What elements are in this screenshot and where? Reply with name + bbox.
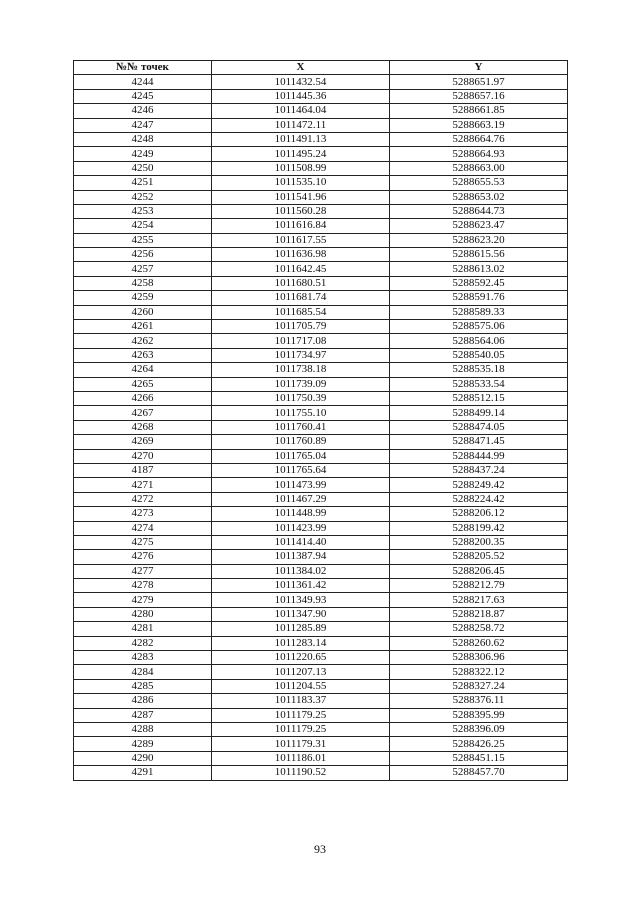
cell-x: 1011473.99 xyxy=(212,478,390,492)
cell-point-number: 4250 xyxy=(74,161,212,175)
cell-x: 1011349.93 xyxy=(212,593,390,607)
cell-y: 5288651.97 xyxy=(390,75,568,89)
cell-x: 1011734.97 xyxy=(212,348,390,362)
table-row xyxy=(74,233,568,247)
cell-x: 1011642.45 xyxy=(212,262,390,276)
table-row xyxy=(74,420,568,434)
table-row xyxy=(74,305,568,319)
table-row xyxy=(74,190,568,204)
cell-x: 1011755.10 xyxy=(212,406,390,420)
table-row xyxy=(74,722,568,736)
table-row xyxy=(74,550,568,564)
cell-x: 1011423.99 xyxy=(212,521,390,535)
cell-x: 1011765.64 xyxy=(212,463,390,477)
cell-y: 5288212.79 xyxy=(390,579,568,593)
cell-x: 1011765.04 xyxy=(212,449,390,463)
cell-point-number: 4261 xyxy=(74,320,212,334)
cell-x: 1011347.90 xyxy=(212,607,390,621)
cell-y: 5288451.15 xyxy=(390,751,568,765)
cell-x: 1011705.79 xyxy=(212,320,390,334)
table-row xyxy=(74,449,568,463)
cell-x: 1011361.42 xyxy=(212,579,390,593)
page-number: 93 xyxy=(314,842,326,856)
cell-y: 5288592.45 xyxy=(390,276,568,290)
cell-point-number: 4271 xyxy=(74,478,212,492)
cell-x: 1011179.25 xyxy=(212,722,390,736)
table-row xyxy=(74,478,568,492)
cell-point-number: 4278 xyxy=(74,579,212,593)
cell-point-number: 4284 xyxy=(74,665,212,679)
cell-x: 1011183.37 xyxy=(212,694,390,708)
table-row xyxy=(74,248,568,262)
cell-x: 1011685.54 xyxy=(212,305,390,319)
cell-x: 1011681.74 xyxy=(212,291,390,305)
cell-point-number: 4259 xyxy=(74,291,212,305)
cell-point-number: 4263 xyxy=(74,348,212,362)
cell-x: 1011739.09 xyxy=(212,377,390,391)
cell-x: 1011448.99 xyxy=(212,507,390,521)
cell-y: 5288512.15 xyxy=(390,391,568,405)
cell-y: 5288644.73 xyxy=(390,204,568,218)
cell-x: 1011204.55 xyxy=(212,679,390,693)
table-row xyxy=(74,320,568,334)
cell-x: 1011432.54 xyxy=(212,75,390,89)
cell-y: 5288395.99 xyxy=(390,708,568,722)
table-row xyxy=(74,694,568,708)
cell-point-number: 4248 xyxy=(74,132,212,146)
cell-point-number: 4280 xyxy=(74,607,212,621)
cell-y: 5288376.11 xyxy=(390,694,568,708)
cell-point-number: 4276 xyxy=(74,550,212,564)
cell-point-number: 4187 xyxy=(74,463,212,477)
cell-x: 1011616.84 xyxy=(212,219,390,233)
cell-y: 5288457.70 xyxy=(390,766,568,780)
cell-y: 5288205.52 xyxy=(390,550,568,564)
cell-point-number: 4286 xyxy=(74,694,212,708)
cell-y: 5288499.14 xyxy=(390,406,568,420)
table-row xyxy=(74,334,568,348)
cell-point-number: 4274 xyxy=(74,521,212,535)
table-header-row xyxy=(74,61,568,75)
cell-y: 5288471.45 xyxy=(390,435,568,449)
table-row xyxy=(74,535,568,549)
cell-point-number: 4277 xyxy=(74,564,212,578)
cell-x: 1011186.01 xyxy=(212,751,390,765)
cell-point-number: 4254 xyxy=(74,219,212,233)
header-y: Y xyxy=(390,61,568,75)
table-row xyxy=(74,104,568,118)
cell-y: 5288623.20 xyxy=(390,233,568,247)
table-row xyxy=(74,391,568,405)
cell-point-number: 4267 xyxy=(74,406,212,420)
table-body xyxy=(74,75,568,780)
cell-y: 5288623.47 xyxy=(390,219,568,233)
cell-y: 5288663.00 xyxy=(390,161,568,175)
cell-y: 5288535.18 xyxy=(390,363,568,377)
cell-y: 5288613.02 xyxy=(390,262,568,276)
cell-point-number: 4275 xyxy=(74,535,212,549)
table-row xyxy=(74,665,568,679)
cell-y: 5288474.05 xyxy=(390,420,568,434)
table-row xyxy=(74,564,568,578)
cell-y: 5288657.16 xyxy=(390,89,568,103)
cell-x: 1011207.13 xyxy=(212,665,390,679)
cell-y: 5288218.87 xyxy=(390,607,568,621)
cell-y: 5288664.76 xyxy=(390,132,568,146)
table-row xyxy=(74,132,568,146)
cell-y: 5288258.72 xyxy=(390,622,568,636)
cell-y: 5288664.93 xyxy=(390,147,568,161)
table-row xyxy=(74,463,568,477)
table-row xyxy=(74,607,568,621)
cell-x: 1011495.24 xyxy=(212,147,390,161)
table-row xyxy=(74,766,568,780)
cell-point-number: 4287 xyxy=(74,708,212,722)
cell-point-number: 4282 xyxy=(74,636,212,650)
cell-x: 1011464.04 xyxy=(212,104,390,118)
cell-y: 5288444.99 xyxy=(390,449,568,463)
cell-y: 5288327.24 xyxy=(390,679,568,693)
cell-point-number: 4253 xyxy=(74,204,212,218)
table-row xyxy=(74,161,568,175)
cell-y: 5288206.12 xyxy=(390,507,568,521)
cell-x: 1011283.14 xyxy=(212,636,390,650)
table-row xyxy=(74,708,568,722)
cell-x: 1011179.31 xyxy=(212,737,390,751)
cell-x: 1011760.89 xyxy=(212,435,390,449)
cell-point-number: 4249 xyxy=(74,147,212,161)
cell-point-number: 4265 xyxy=(74,377,212,391)
cell-point-number: 4245 xyxy=(74,89,212,103)
table-row xyxy=(74,75,568,89)
cell-y: 5288200.35 xyxy=(390,535,568,549)
cell-point-number: 4283 xyxy=(74,651,212,665)
table-row xyxy=(74,751,568,765)
cell-y: 5288396.09 xyxy=(390,722,568,736)
cell-point-number: 4270 xyxy=(74,449,212,463)
cell-y: 5288533.54 xyxy=(390,377,568,391)
cell-point-number: 4288 xyxy=(74,722,212,736)
cell-y: 5288199.42 xyxy=(390,521,568,535)
cell-x: 1011508.99 xyxy=(212,161,390,175)
cell-x: 1011760.41 xyxy=(212,420,390,434)
cell-y: 5288615.56 xyxy=(390,248,568,262)
cell-y: 5288206.45 xyxy=(390,564,568,578)
table-row xyxy=(74,507,568,521)
cell-point-number: 4291 xyxy=(74,766,212,780)
header-point-number: №№ точек xyxy=(74,61,212,75)
cell-y: 5288540.05 xyxy=(390,348,568,362)
table-row xyxy=(74,377,568,391)
cell-x: 1011467.29 xyxy=(212,492,390,506)
cell-y: 5288653.02 xyxy=(390,190,568,204)
table-row xyxy=(74,147,568,161)
table-row xyxy=(74,651,568,665)
table-row xyxy=(74,679,568,693)
cell-point-number: 4260 xyxy=(74,305,212,319)
table-row xyxy=(74,219,568,233)
cell-point-number: 4290 xyxy=(74,751,212,765)
table-row xyxy=(74,406,568,420)
cell-x: 1011617.55 xyxy=(212,233,390,247)
table-row xyxy=(74,204,568,218)
header-x: X xyxy=(212,61,390,75)
coordinates-table xyxy=(73,60,568,781)
table-row xyxy=(74,737,568,751)
cell-point-number: 4256 xyxy=(74,248,212,262)
cell-y: 5288426.25 xyxy=(390,737,568,751)
cell-y: 5288589.33 xyxy=(390,305,568,319)
table-row xyxy=(74,176,568,190)
cell-point-number: 4262 xyxy=(74,334,212,348)
cell-y: 5288306.96 xyxy=(390,651,568,665)
cell-point-number: 4258 xyxy=(74,276,212,290)
table-row xyxy=(74,363,568,377)
table-row xyxy=(74,118,568,132)
cell-y: 5288322.12 xyxy=(390,665,568,679)
table-row xyxy=(74,579,568,593)
table-row xyxy=(74,89,568,103)
cell-x: 1011414.40 xyxy=(212,535,390,549)
cell-point-number: 4257 xyxy=(74,262,212,276)
cell-point-number: 4251 xyxy=(74,176,212,190)
cell-point-number: 4246 xyxy=(74,104,212,118)
cell-point-number: 4266 xyxy=(74,391,212,405)
table-row xyxy=(74,521,568,535)
cell-y: 5288249.42 xyxy=(390,478,568,492)
cell-x: 1011636.98 xyxy=(212,248,390,262)
cell-y: 5288437.24 xyxy=(390,463,568,477)
cell-y: 5288655.53 xyxy=(390,176,568,190)
cell-x: 1011535.10 xyxy=(212,176,390,190)
cell-y: 5288575.06 xyxy=(390,320,568,334)
cell-point-number: 4244 xyxy=(74,75,212,89)
cell-point-number: 4285 xyxy=(74,679,212,693)
table-row xyxy=(74,348,568,362)
cell-point-number: 4281 xyxy=(74,622,212,636)
cell-x: 1011179.25 xyxy=(212,708,390,722)
cell-y: 5288591.76 xyxy=(390,291,568,305)
cell-point-number: 4279 xyxy=(74,593,212,607)
cell-point-number: 4269 xyxy=(74,435,212,449)
table-row xyxy=(74,636,568,650)
table-row xyxy=(74,435,568,449)
cell-y: 5288224.42 xyxy=(390,492,568,506)
cell-point-number: 4273 xyxy=(74,507,212,521)
table-row xyxy=(74,622,568,636)
cell-x: 1011750.39 xyxy=(212,391,390,405)
cell-y: 5288217.63 xyxy=(390,593,568,607)
cell-point-number: 4289 xyxy=(74,737,212,751)
table-row xyxy=(74,593,568,607)
cell-x: 1011285.89 xyxy=(212,622,390,636)
cell-point-number: 4268 xyxy=(74,420,212,434)
cell-x: 1011541.96 xyxy=(212,190,390,204)
table-row xyxy=(74,276,568,290)
table-row xyxy=(74,492,568,506)
table-row xyxy=(74,291,568,305)
cell-point-number: 4272 xyxy=(74,492,212,506)
cell-y: 5288260.62 xyxy=(390,636,568,650)
cell-y: 5288663.19 xyxy=(390,118,568,132)
cell-x: 1011445.36 xyxy=(212,89,390,103)
cell-point-number: 4264 xyxy=(74,363,212,377)
cell-x: 1011190.52 xyxy=(212,766,390,780)
cell-x: 1011680.51 xyxy=(212,276,390,290)
cell-y: 5288661.85 xyxy=(390,104,568,118)
cell-x: 1011491.13 xyxy=(212,132,390,146)
cell-y: 5288564.06 xyxy=(390,334,568,348)
cell-point-number: 4255 xyxy=(74,233,212,247)
cell-x: 1011738.18 xyxy=(212,363,390,377)
cell-x: 1011387.94 xyxy=(212,550,390,564)
cell-x: 1011220.65 xyxy=(212,651,390,665)
cell-x: 1011560.28 xyxy=(212,204,390,218)
table-row xyxy=(74,262,568,276)
cell-x: 1011717.08 xyxy=(212,334,390,348)
cell-x: 1011384.02 xyxy=(212,564,390,578)
cell-point-number: 4252 xyxy=(74,190,212,204)
cell-point-number: 4247 xyxy=(74,118,212,132)
cell-x: 1011472.11 xyxy=(212,118,390,132)
